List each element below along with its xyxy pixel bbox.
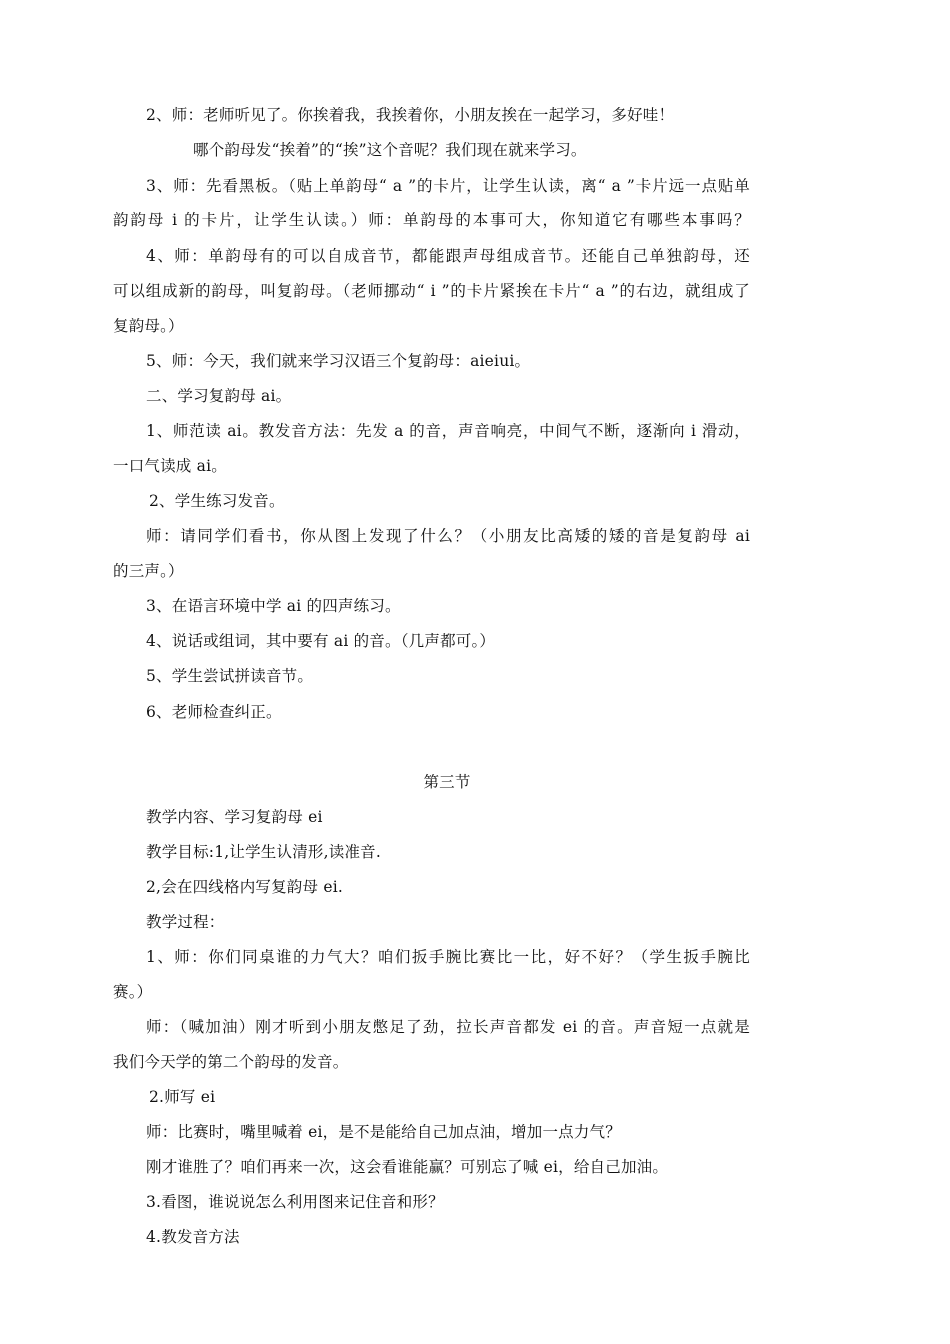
paragraph-line: 3、师：先看黑板。（贴上单韵母“ a ”的卡片，让学生认读，离“ a ”卡片远一点贴单	[146, 177, 750, 195]
paragraph-line: 赛。）	[113, 983, 153, 1001]
paragraph-line: 一口气读成 ai。	[113, 457, 227, 475]
paragraph-line: 我们今天学的第二个韵母的发音。	[113, 1053, 349, 1071]
paragraph-line: 4、说话或组词，其中要有 ai 的音。（几声都可。）	[146, 632, 496, 650]
paragraph-line: 5、学生尝试拼读音节。	[146, 667, 314, 685]
paragraph-line: 师：请同学们看书，你从图上发现了什么？（小朋友比高矮的矮的音是复韵母 ai	[146, 527, 750, 545]
paragraph-line: 复韵母。）	[113, 317, 184, 335]
paragraph-line: 6、老师检查纠正。	[146, 703, 282, 721]
paragraph-line: 师：比赛时，嘴里喊着 ei，是不是能给自己加点油，增加一点力气？	[146, 1123, 621, 1141]
paragraph-line: 刚才谁胜了？咱们再来一次，这会看谁能赢？可别忘了喊 ei，给自己加油。	[146, 1158, 669, 1176]
paragraph-line: 3.看图，谁说说怎么利用图来记住音和形？	[146, 1193, 444, 1211]
paragraph-line: 1、师范读 ai。教发音方法：先发 a 的音，声音响亮，中间气不断，逐渐向 i 滑动，	[146, 422, 750, 440]
paragraph-line: 3、在语言环境中学 ai 的四声练习。	[146, 597, 401, 615]
paragraph-line: 4、师：单韵母有的可以自成音节，都能跟声母组成音节。还能自己单独韵母，还	[146, 247, 750, 265]
section-title: 第三节	[423, 773, 471, 791]
paragraph-line: 哪个韵母发“挨着”的“挨”这个音呢？我们现在就来学习。	[193, 141, 587, 159]
paragraph-line: 1、师：你们同桌谁的力气大？咱们扳手腕比赛比一比，好不好？（学生扳手腕比	[146, 948, 750, 966]
paragraph-line: 教学过程：	[146, 913, 225, 931]
paragraph-line: 的三声。）	[113, 562, 184, 580]
paragraph-line: 师：（喊加油）刚才听到小朋友憋足了劲，拉长声音都发 ei 的音。声音短一点就是	[146, 1018, 750, 1036]
paragraph-line: 教学内容、学习复韵母 ei	[146, 808, 323, 826]
paragraph-line: 2,会在四线格内写复韵母 ei.	[146, 878, 343, 896]
section-heading: 二、学习复韵母 ai。	[146, 387, 292, 405]
paragraph-line: 2、师：老师听见了。你挨着我，我挨着你，小朋友挨在一起学习，多好哇！	[146, 106, 675, 124]
paragraph-line: 5、师：今天，我们就来学习汉语三个复韵母：aieiui。	[146, 352, 531, 370]
paragraph-line: 2.师写 ei	[149, 1088, 216, 1106]
paragraph-line: 4.教发音方法	[146, 1228, 240, 1246]
paragraph-line: 教学目标:1,让学生认清形,读准音.	[146, 843, 381, 861]
paragraph-line: 韵韵母 i 的卡片，让学生认读。）师：单韵母的本事可大，你知道它有哪些本事吗？	[113, 211, 750, 229]
paragraph-line: 2、学生练习发音。	[149, 492, 285, 510]
paragraph-line: 可以组成新的韵母，叫复韵母。（老师挪动“ i ”的卡片紧挨在卡片“ a ”的右边，就组成了	[113, 282, 750, 300]
